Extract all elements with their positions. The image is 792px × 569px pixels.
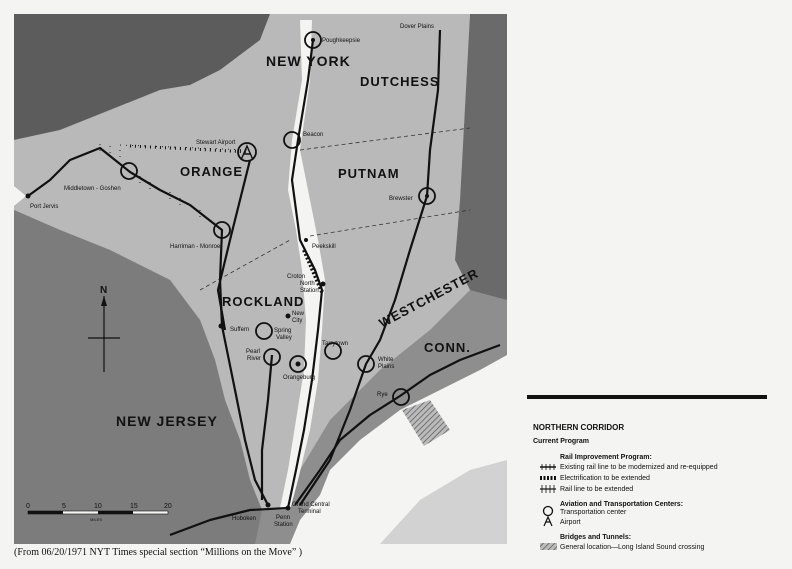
label-orange: ORANGE	[180, 164, 244, 179]
legend-bridges-heading: Bridges and Tunnels:	[560, 534, 632, 541]
place-pearl-river-1: Pearl	[246, 349, 261, 355]
legend-rail-modernize: Existing rail line to be modernized and re-equipped	[560, 464, 718, 471]
place-tarrytown: Tarrytown	[322, 341, 349, 347]
place-poughkeepsie: Poughkeepsie	[322, 38, 361, 44]
legend-electrification: Electrification to be extended	[560, 475, 650, 482]
caption: (From 06/20/1971 NYT Times special section “Millions on the Move” )	[14, 547, 303, 558]
place-new-city-2: City	[292, 318, 303, 324]
north-label: N	[100, 285, 108, 296]
place-beacon: Beacon	[303, 132, 324, 138]
legend-aviation-heading: Aviation and Transportation Centers:	[560, 501, 684, 508]
scale-tick-10: 10	[94, 503, 102, 510]
place-orangeburg: Orangeburg	[283, 375, 316, 381]
place-spring-valley-1: Spring	[274, 328, 292, 334]
place-peekskill: Peekskill	[312, 244, 336, 250]
label-dutchess: DUTCHESS	[360, 74, 440, 89]
legend-subtitle: Current Program	[533, 438, 590, 445]
place-penn-2: Station	[274, 522, 293, 528]
legend-rail-modernize-symbol	[540, 464, 556, 470]
legend-airport: Airport	[560, 519, 581, 526]
place-stewart-airport: Stewart Airport	[196, 140, 236, 146]
place-port-jervis: Port Jervis	[30, 204, 59, 210]
place-grand-central-2: Terminal	[298, 509, 321, 515]
legend-title: NORTHERN CORRIDOR	[533, 423, 625, 432]
place-rye: Rye	[377, 392, 388, 398]
place-penn-1: Penn	[276, 515, 291, 521]
scale-tick-20: 20	[164, 503, 172, 510]
label-rockland: ROCKLAND	[222, 294, 305, 309]
legend-rail-extend-symbol	[540, 485, 556, 493]
place-dover-plains: Dover Plains	[400, 24, 435, 30]
scale-tick-0: 0	[26, 503, 30, 510]
legend	[527, 395, 767, 551]
place-grand-central-1: Grand Central	[292, 502, 330, 508]
legend-rule	[527, 395, 767, 399]
place-harriman-monroe: Harriman - Monroe	[170, 244, 221, 250]
label-putnam: PUTNAM	[338, 166, 400, 181]
place-new-city-1: New	[292, 311, 305, 317]
legend-rail-extend: Rail line to be extended	[560, 486, 634, 493]
label-conn: CONN.	[424, 340, 471, 355]
scale-tick-15: 15	[130, 503, 138, 510]
label-new-york: NEW YORK	[266, 53, 351, 69]
place-brewster: Brewster	[389, 196, 413, 202]
legend-rail-heading: Rail Improvement Program:	[560, 454, 652, 461]
transport-center-icon	[544, 507, 553, 516]
bridges-symbol	[540, 543, 557, 550]
place-croton-1: Croton	[287, 274, 306, 280]
place-white-plains-1: White	[378, 357, 394, 363]
place-middletown-goshen: Middletown - Goshen	[64, 186, 121, 192]
airport-icon	[544, 517, 552, 526]
label-new-jersey: NEW JERSEY	[116, 413, 218, 429]
label-westchester: WESTCHESTER	[376, 265, 482, 331]
legend-transport-center: Transportation center	[560, 509, 627, 516]
place-hoboken: Hoboken	[232, 516, 257, 522]
place-spring-valley-2: Valley	[276, 335, 292, 341]
place-croton-3: Station	[300, 288, 319, 294]
place-pearl-river-2: River	[247, 356, 262, 362]
place-suffern: Suffern	[230, 327, 250, 333]
place-croton-2: North	[300, 281, 315, 287]
place-white-plains-2: Plains	[378, 364, 395, 370]
legend-bridges-item: General location—Long Island Sound crossing	[560, 544, 705, 551]
scale-unit: MILES	[90, 517, 103, 522]
scale-tick-5: 5	[62, 503, 66, 510]
